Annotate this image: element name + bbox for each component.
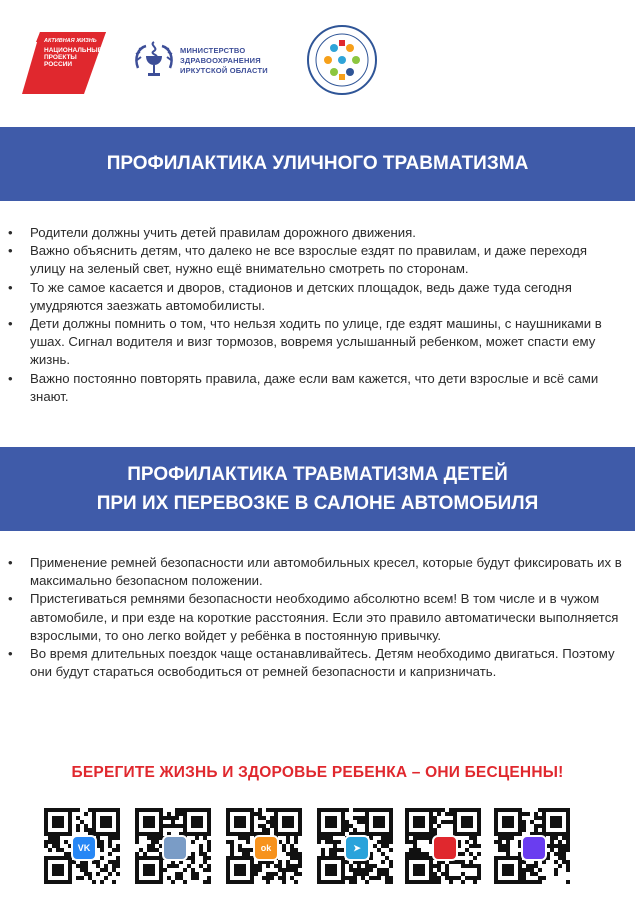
section2-header-band [0, 447, 635, 531]
bullet-icon: • [8, 646, 13, 662]
list-item [0, 554, 635, 590]
national-projects-logo [22, 28, 108, 96]
footer-slogan: БЕРЕГИТЕ ЖИЗНЬ И ЗДОРОВЬЕ РЕБЕНКА – ОНИ БЕСЦЕННЫ! [71, 764, 564, 781]
section2-title-line2: ПРИ ИХ ПЕРЕВОЗКЕ В САЛОНЕ АВТОМОБИЛЯ [96, 493, 539, 514]
qr-code-ok[interactable] [226, 808, 302, 884]
np-tagline: АКТИВНАЯ ЖИЗНЬ [44, 38, 97, 44]
rutube-icon [521, 835, 547, 861]
list-item [0, 315, 635, 370]
qr-code-emblem[interactable] [135, 808, 211, 884]
list-item [0, 645, 635, 681]
ministry-logo [132, 38, 292, 82]
section1-header-band [0, 127, 635, 201]
qr-code-vk[interactable] [44, 808, 120, 884]
bullet-icon: • [8, 591, 13, 607]
qr-code-row [44, 808, 604, 888]
list-item-text: Родители должны учить детей правилам дорожного движения. [30, 225, 416, 240]
bullet-icon: • [8, 279, 13, 295]
qr-code-rutube[interactable] [494, 808, 570, 884]
np-line: РОССИИ [44, 61, 73, 68]
list-item [0, 590, 635, 645]
telegram-icon: ➤ [344, 835, 370, 861]
vk-icon: VK [71, 835, 97, 861]
ministry-line: ЗДРАВООХРАНЕНИЯ [180, 56, 261, 65]
bowl-of-hygieia-icon [132, 38, 176, 82]
header-logos [0, 0, 635, 120]
section1-list [0, 224, 635, 406]
list-item-text: То же самое касается и дворов, стадионов и детских площадок, ведь даже туда сегодня умудряются заезжать автомобилисты. [30, 279, 572, 313]
list-item-text: Важно постоянно повторять правила, даже если вам кажется, что дети взрослые и всё сами знают. [30, 370, 599, 404]
qr-code-dzen[interactable] [405, 808, 481, 884]
list-item-text: Важно объяснить детям, что далеко не все взрослые ездят по правилам, и даже переходя улицу на зеленый свет, нужно ещё внимательно смотреть по сторонам. [30, 243, 587, 277]
list-item [0, 370, 635, 406]
qr-code-telegram[interactable] [317, 808, 393, 884]
list-item [0, 279, 635, 315]
section2-title-line1: ПРОФИЛАКТИКА ТРАВМАТИЗМА ДЕТЕЙ [127, 464, 508, 485]
medical-center-logo [306, 24, 378, 96]
bullet-icon: • [8, 243, 13, 259]
list-item [0, 242, 635, 278]
np-line: НАЦИОНАЛЬНЫЕ [44, 47, 102, 54]
odnoklassniki-icon: ok [253, 835, 279, 861]
bullet-icon: • [8, 555, 13, 570]
section2-list [0, 554, 635, 681]
round-emblem-icon [306, 24, 378, 96]
bullet-icon: • [8, 225, 13, 240]
emblem-icon [162, 835, 188, 861]
list-item-text: Пристегиваться ремнями безопасности необходимо абсолютно всем! В том числе и в чужом автомобиле, и при езде на короткие расстояния. Если это правило автоматически выполняется взрослыми, то оно легко войдет у ребёнка в постоянную привычку. [30, 591, 619, 643]
ministry-line: ИРКУТСКОЙ ОБЛАСТИ [180, 66, 268, 75]
list-item-text: Дети должны помнить о том, что нельзя ходить по улице, где ездят машины, с наушниками в ушах. Сигнал водителя и визг тормозов, вовремя услышанный ребенком, может спасти ему жизнь. [30, 316, 602, 368]
list-item-text: Применение ремней безопасности или автомобильных кресел, которые будут фиксировать их в максимально безопасном положении. [30, 555, 622, 589]
bullet-icon: • [8, 316, 13, 332]
np-line: ПРОЕКТЫ [44, 54, 77, 61]
list-item-text: Во время длительных поездок чаще останавливайтесь. Детям необходимо двигаться. Поэтому они будут стараться освободиться от ремней безопасности и капризничать. [30, 646, 615, 680]
list-item [0, 224, 635, 242]
section1-title: ПРОФИЛАКТИКА УЛИЧНОГО ТРАВМАТИЗМА [106, 153, 529, 174]
bullet-icon: • [8, 370, 13, 386]
ministry-line: МИНИСТЕРСТВО [180, 46, 246, 55]
dzen-icon [432, 835, 458, 861]
